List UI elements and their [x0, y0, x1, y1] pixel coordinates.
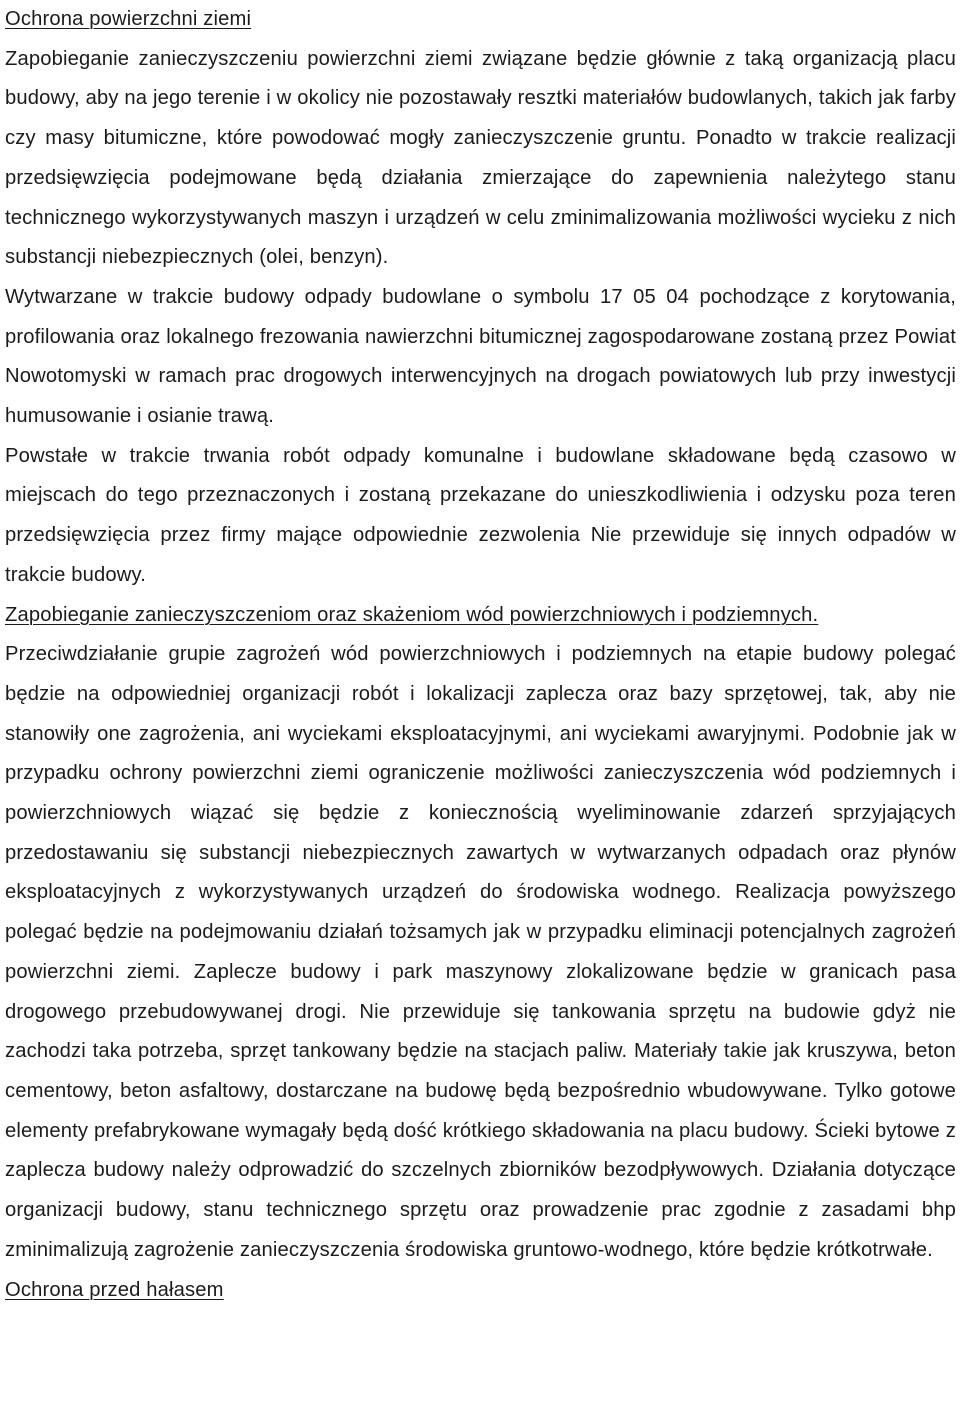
paragraph-municipal-waste: Powstałe w trakcie trwania robót odpady komunalne i budowlane składowane będą czasowo w miejscach do tego przeznaczonych i zostaną przekazane do unieszkodliwienia i odzysku poza teren przedsięwzięcia przez firmy mające odpowiednie zezwolenia Nie przewiduje się innych odpadów w trakcie budowy.	[5, 444, 956, 586]
document-page	[5, 0, 956, 1310]
section-heading-soil-protection: Ochrona powierzchni ziemi	[5, 8, 252, 30]
paragraph-soil-contamination: Zapobieganie zanieczyszczeniu powierzchni ziemi związane będzie głównie z taką organizacją placu budowy, aby na jego terenie i w okolicy nie pozostawały resztki materiałów budowlanych, takich jak farby czy masy bitumiczne, które powodować mogły zanieczyszczenie gruntu. Ponadto w trakcie realizacji przedsięwzięcia podejmowane będą działania zmierzające do zapewnienia należytego stanu technicznego wykorzystywanych maszyn i urządzeń w celu zminimalizowania możliwości wycieku z nich substancji niebezpiecznych (olei, benzyn).	[5, 47, 956, 269]
section-heading-water-protection: Zapobieganie zanieczyszczeniom oraz skażeniom wód powierzchniowych i podziemnych.	[5, 603, 819, 626]
section-heading-noise-protection: Ochrona przed hałasem	[5, 1278, 224, 1301]
paragraph-construction-waste: Wytwarzane w trakcie budowy odpady budowlane o symbolu 17 05 04 pochodzące z korytowania, profilowania oraz lokalnego frezowania nawierzchni bitumicznej zagospodarowane zostaną przez Powiat Nowotomyski w ramach prac drogowych interwencyjnych na drogach powiatowych lub przy inwestycji humusowanie i osianie trawą.	[5, 285, 956, 428]
paragraph-water-threats: Przeciwdziałanie grupie zagrożeń wód powierzchniowych i podziemnych na etapie budowy polegać będzie na odpowiedniej organizacji robót i lokalizacji zaplecza oraz bazy sprzętowej, tak, aby nie stanowiły one zagrożenia, ani wyciekami eksploatacyjnymi, ani wyciekami awaryjnymi. Podobnie jak w przypadku ochrony powierzchni ziemi ograniczenie możliwości zanieczyszczenia wód podziemnych i powierzchniowych wiązać się będzie z koniecznością wyeliminowanie zdarzeń sprzyjających przedostawaniu się substancji niebezpiecznych zawartych w wytwarzanych odpadach oraz płynów eksploatacyjnych z wykorzystywanych urządzeń do środowiska wodnego. Realizacja powyższego polegać będzie na podejmowaniu działań tożsamych jak w przypadku eliminacji potencjalnych zagrożeń powierzchni ziemi. Zaplecze budowy i park maszynowy zlokalizowane będzie w granicach pasa drogowego przebudowywanej drogi. Nie przewiduje się tankowania sprzętu na budowie gdyż nie zachodzi taka potrzeba, sprzęt tankowany będzie na stacjach paliw. Materiały takie jak kruszywa, beton cementowy, beton asfaltowy, dostarczane na budowę będą bezpośrednio wbudowywane. Tylko gotowe elementy prefabrykowane wymagały będą dość krótkiego składowania na placu budowy. Ścieki bytowe z zaplecza budowy należy odprowadzić do szczelnych zbiorników bezodpływowych. Działania dotyczące organizacji budowy, stanu technicznego sprzętu oraz prowadzenie prac zgodnie z zasadami bhp zminimalizują zagrożenie zanieczyszczenia środowiska gruntowo-wodnego, które będzie krótkotrwałe.	[5, 643, 956, 1261]
